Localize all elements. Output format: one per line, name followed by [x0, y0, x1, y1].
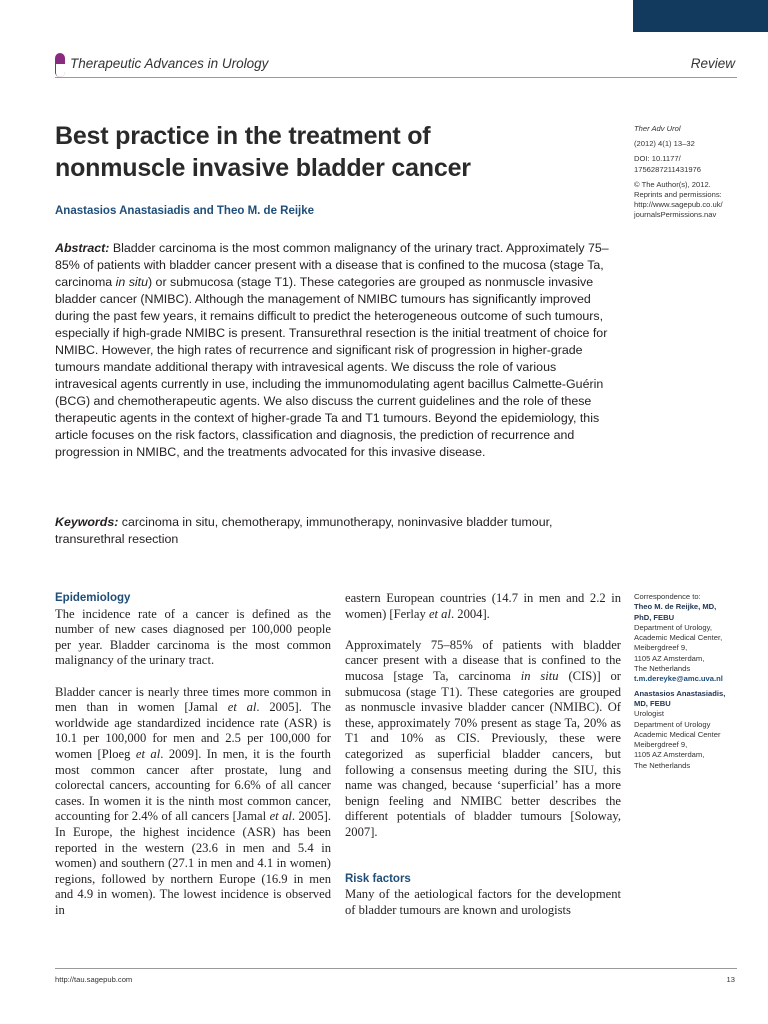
citation-meta — [634, 124, 754, 221]
author2-degree: MD, FEBU — [634, 698, 671, 708]
abstract-label: Abstract: — [55, 241, 110, 255]
paragraph: eastern European countries (14.7 in men and 2.2 in women) [Ferlay et al. 2004]. — [345, 591, 621, 621]
permissions-link[interactable]: http://www.sagepub.co.uk/ — [634, 200, 723, 210]
author1-name: Theo M. de Reijke, MD, — [634, 602, 717, 612]
keywords-label: Keywords: — [55, 515, 119, 529]
author2-address-line: Department of Urology — [634, 719, 711, 729]
keywords — [55, 514, 625, 548]
section-heading-risk-factors: Risk factors — [345, 872, 411, 885]
correspondence-block — [634, 592, 744, 771]
title-line-2: nonmuscle invasive bladder cancer — [55, 154, 471, 182]
author2-name: Anastasios Anastasiadis, — [634, 688, 726, 698]
paragraph: The incidence rate of a cancer is defined as the number of new cases diagnosed per 100,000 people per year. Bladder carcinoma is the most common malignancy of the urinary tract. — [55, 606, 331, 668]
copyright: © The Author(s), 2012. — [634, 179, 711, 189]
author1-address-line: 1105 AZ Amsterdam, — [634, 653, 705, 663]
author1-address-line: Department of Urology, — [634, 622, 712, 632]
author1-address-line: Meibergdreef 9, — [634, 643, 688, 653]
author1-address-line: The Netherlands — [634, 664, 691, 674]
corner-color-block — [633, 0, 768, 32]
citation: (2012) 4(1) 13–32 — [634, 139, 695, 149]
author2-address-line: Academic Medical Center — [634, 729, 721, 739]
doi-label: DOI: 10.1177/ — [634, 154, 681, 164]
author-list: Anastasios Anastasiadis and Theo M. de Reijke — [55, 205, 315, 217]
body-column-left — [55, 591, 331, 918]
journal-name: Therapeutic Advances in Urology — [70, 56, 269, 71]
abstract-italic: in situ — [115, 275, 148, 289]
paragraph: Many of the aetiological factors for the development of bladder tumours are known and urologists — [345, 887, 621, 917]
author1-address-line: Academic Medical Center, — [634, 633, 723, 643]
body-column-right — [345, 591, 621, 918]
doi-value: 1756287211431976 — [634, 164, 702, 174]
permissions-link-cont[interactable]: journalsPermissions.nav — [634, 210, 717, 220]
journal-logo-icon — [55, 53, 65, 77]
author2-address-line: 1105 AZ Amsterdam, — [634, 750, 705, 760]
paragraph: Approximately 75–85% of patients with bladder cancer present with a disease that is confined to the mucosa [stage Ta, carcinoma in situ (CIS)] or submucosa (stage T1). These categories are grouped as nonmuscle invasive bladder cancer (NMIBC). Of these, approximately 70% present as stage Ta, 20% as T1 and 10% as CIS. Previously, these were categorized as superficial bladder cancers, but following a consensus meeting during the SIU, this name was changed, because ‘superficial’ has a more benign feeling and NMIBC better describes the different potentials of bladder tumours [Soloway, 2007]. — [345, 637, 622, 839]
author2-address-line: Urologist — [634, 709, 664, 719]
footer-divider — [55, 968, 737, 969]
paragraph: Bladder cancer is nearly three times more common in men than in women [Jamal et al. 2005]. The worldwide age standardized incidence rate (ASR) is 10.1 per 100,000 for men and 2.5 per 100,000 for women [Ploeg et al. 2009]. In men, it is the fourth most common cancer after prostate, lung and colorectal cancers, accounting for 6.6% of all cancer cases. In women it is the ninth most common cancer, accounting for 2.4% of all cancers [Jamal et al. 2005]. In Europe, the highest incidence (ASR) has been reported in the western (23.6 in men and 5.4 in women) and southern (27.1 in men and 4.1 in women) regions, followed by northern Europe (16.9 in men and 4.9 in women). The lowest incidence is observed in — [55, 684, 332, 917]
page-number: 13 — [726, 975, 735, 984]
journal-abbrev: Ther Adv Urol — [634, 124, 681, 133]
abstract-text-2: ) or submucosa (stage T1). These categories are grouped as nonmuscle invasive bladder cancer (NMIBC). Although the management of NMIBC tumours has significantly improved during the past few years, it remains difficult to predict the heterogeneous outcome of such tumours, especially if high-grade NMIBC is present. Transurethral resection is the initial treatment of choice for NMIBC. However, the high rates of recurrence and significant risk of progression in higher-grade tumours mandate additional therapy with intravesical agents. We discuss the role of various intravesical agents currently in use, including the immunomodulating agent bacillus Calmette-Guérin (BCG) and chemotherapeutic agents. We also discuss the current guidelines and the role of these therapeutic agents in the context of higher-grade Ta and T1 tumours. Beyond the epidemiology, this article focuses on the risk factors, classification and diagnosis, the prediction of recurrence and progression in NMIBC, and the treatments advocated for this invasive disease. — [55, 275, 608, 459]
correspondence-label: Correspondence to: — [634, 592, 701, 601]
author1-email-link[interactable]: t.m.dereyke@amc.uva.nl — [634, 674, 723, 684]
footer-url-link[interactable]: http://tau.sagepub.com — [55, 975, 133, 984]
author2-address-line: Meibergdreef 9, — [634, 740, 688, 750]
running-header — [55, 52, 737, 78]
article-type-label: Review — [690, 56, 735, 71]
reprints-label: Reprints and permissions: — [634, 190, 722, 200]
section-heading-epidemiology: Epidemiology — [55, 592, 131, 604]
abstract-text-1: Bladder carcinoma is the most common malignancy of the urinary tract. Approximately 75–85% of patients with bladder cancer present with a disease that is confined to the mucosa (stage Ta, carcinoma — [55, 241, 609, 289]
title-line-1: Best practice in the treatment of — [55, 122, 431, 150]
article-title — [55, 120, 595, 184]
abstract — [55, 240, 615, 461]
keywords-text: carcinoma in situ, chemotherapy, immunotherapy, noninvasive bladder tumour, transurethral resection — [55, 515, 553, 546]
author1-degree: PhD, FEBU — [634, 612, 675, 622]
author2-address-line: The Netherlands — [634, 760, 691, 770]
